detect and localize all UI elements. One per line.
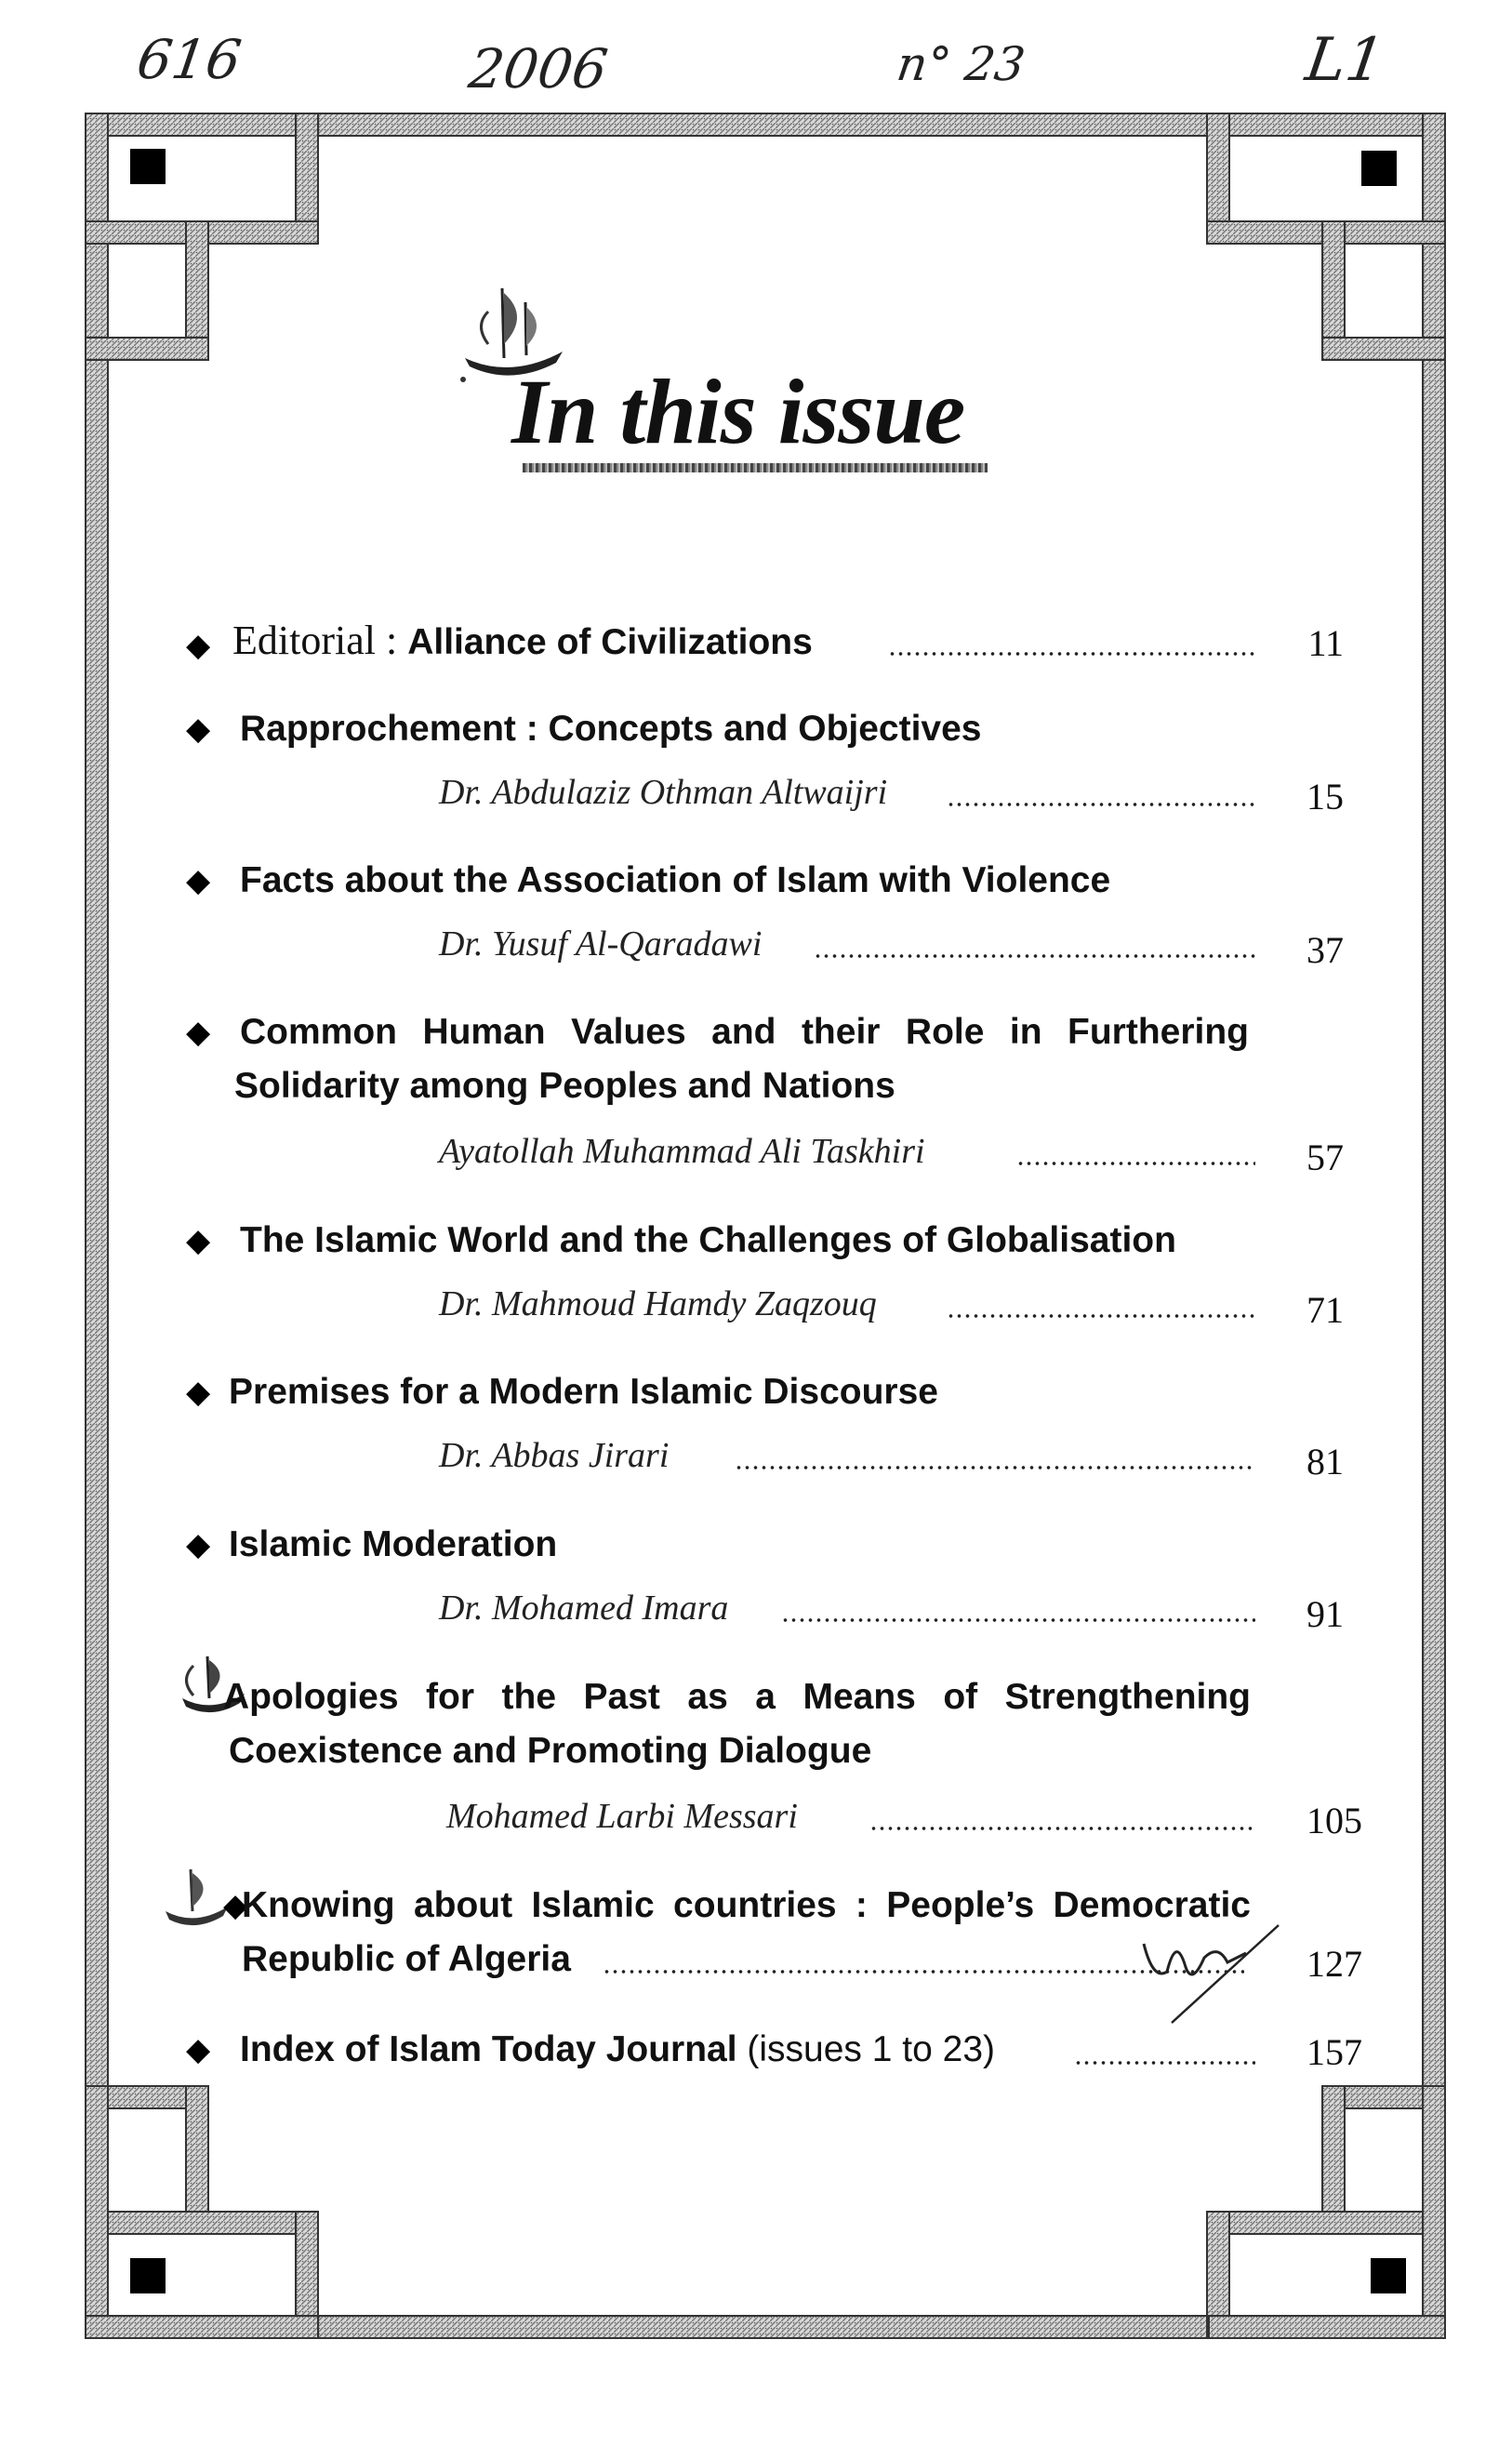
toc-heading: Alliance of Civilizations (407, 622, 813, 662)
page-title: In this issue (511, 360, 965, 463)
toc-author: Dr. Abbas Jirari (439, 1436, 670, 1475)
toc-entry-islam-violence[interactable] (186, 854, 1362, 984)
toc-entry-knowing-islamic-countries[interactable] (186, 1879, 1362, 2000)
toc-heading: Index of Islam Today Journal (240, 2029, 737, 2069)
handwritten-mark: L1 (1301, 26, 1389, 95)
toc-entry-islamic-moderation[interactable] (186, 1518, 1362, 1648)
toc-heading-line-2: Solidarity among Peoples and Nations (234, 1066, 895, 1106)
toc-prefix: Editorial : (232, 618, 408, 663)
toc-entry-globalisation[interactable] (186, 1214, 1362, 1344)
toc-heading-line-1: Common Human Values and their Role in Furthering (240, 1012, 1249, 1052)
diamond-bullet-icon: ◆ (223, 1887, 248, 1924)
corner-square-top-left (130, 149, 166, 184)
toc-page-number: 57 (1306, 1137, 1344, 1178)
leader-dots (869, 1824, 1255, 1833)
toc-entry-index[interactable] (186, 2023, 1362, 2088)
toc-heading-line-1: Knowing about Islamic countries : People’s Democratic (242, 1885, 1251, 1925)
toc-author: Mohamed Larbi Messari (446, 1797, 798, 1836)
toc-heading: The Islamic World and the Challenges of Globalisation (240, 1220, 1176, 1260)
toc-author: Dr. Abdulaziz Othman Altwaijri (439, 773, 888, 812)
toc-heading: Rapprochement : Concepts and Objectives (240, 709, 982, 749)
leader-dots (735, 1463, 1255, 1472)
diamond-bullet-icon: ◆ (186, 627, 211, 664)
diamond-bullet-icon: ◆ (186, 1014, 211, 1051)
diamond-bullet-icon: ◆ (186, 1374, 211, 1411)
toc-heading-line-1: Apologies for the Past as a Means of Strengthening (223, 1677, 1251, 1717)
diamond-bullet-icon: ◆ (186, 1526, 211, 1563)
toc-heading: Premises for a Modern Islamic Discourse (229, 1372, 938, 1412)
toc-entry-apologies[interactable] (186, 1670, 1362, 1856)
toc-entry-modern-discourse[interactable] (186, 1365, 1362, 1496)
diamond-bullet-icon: ◆ (186, 711, 211, 748)
toc-page-number: 71 (1306, 1289, 1344, 1331)
leader-dots (1016, 1159, 1255, 1168)
toc-author: Ayatollah Muhammad Ali Taskhiri (439, 1132, 925, 1171)
toc-suffix: (issues 1 to 23) (736, 2029, 996, 2069)
toc-heading-line-2: Republic of Algeria (242, 1939, 571, 1979)
toc-page-number: 37 (1306, 929, 1344, 971)
toc-page-number: 127 (1306, 1943, 1362, 1985)
toc-page-number: 157 (1306, 2031, 1362, 2073)
leader-dots (781, 1615, 1255, 1625)
handwritten-year: 2006 (465, 37, 612, 100)
toc-page-number: 105 (1306, 1800, 1362, 1841)
leader-dots (947, 1311, 1255, 1321)
diamond-bullet-icon: ◆ (186, 2031, 211, 2068)
toc-page-number: 11 (1307, 622, 1344, 664)
handwritten-code: 616 (133, 28, 245, 91)
corner-square-bottom-left (130, 2258, 166, 2293)
leader-dots (947, 800, 1255, 809)
toc-heading: Islamic Moderation (229, 1524, 558, 1564)
toc-author: Dr. Yusuf Al-Qaradawi (439, 924, 763, 964)
handwritten-squiggle-mark (1134, 1916, 1302, 2027)
diamond-bullet-icon: ◆ (186, 1222, 211, 1259)
handwritten-issue-number: n° 23 (893, 37, 1028, 91)
toc-entry-common-human-values[interactable] (186, 1005, 1362, 1191)
toc-author: Dr. Mahmoud Hamdy Zaqzouq (439, 1284, 877, 1323)
toc-page-number: 81 (1306, 1441, 1344, 1482)
toc-page-number: 15 (1306, 776, 1344, 818)
title-underline (523, 463, 988, 472)
corner-square-top-right (1361, 151, 1397, 186)
toc-heading-line-2: Coexistence and Promoting Dialogue (229, 1731, 872, 1771)
toc-heading: Facts about the Association of Islam with Violence (240, 860, 1111, 900)
leader-dots (814, 951, 1255, 961)
leader-dots (1074, 2058, 1255, 2067)
toc-page-number: 91 (1306, 1593, 1344, 1635)
corner-square-bottom-right (1371, 2258, 1406, 2293)
toc-author: Dr. Mohamed Imara (439, 1589, 729, 1628)
diamond-bullet-icon: ◆ (186, 862, 211, 899)
toc-entry-editorial[interactable] (186, 614, 1362, 679)
toc-entry-rapprochement[interactable] (186, 702, 1362, 832)
leader-dots (888, 649, 1255, 658)
